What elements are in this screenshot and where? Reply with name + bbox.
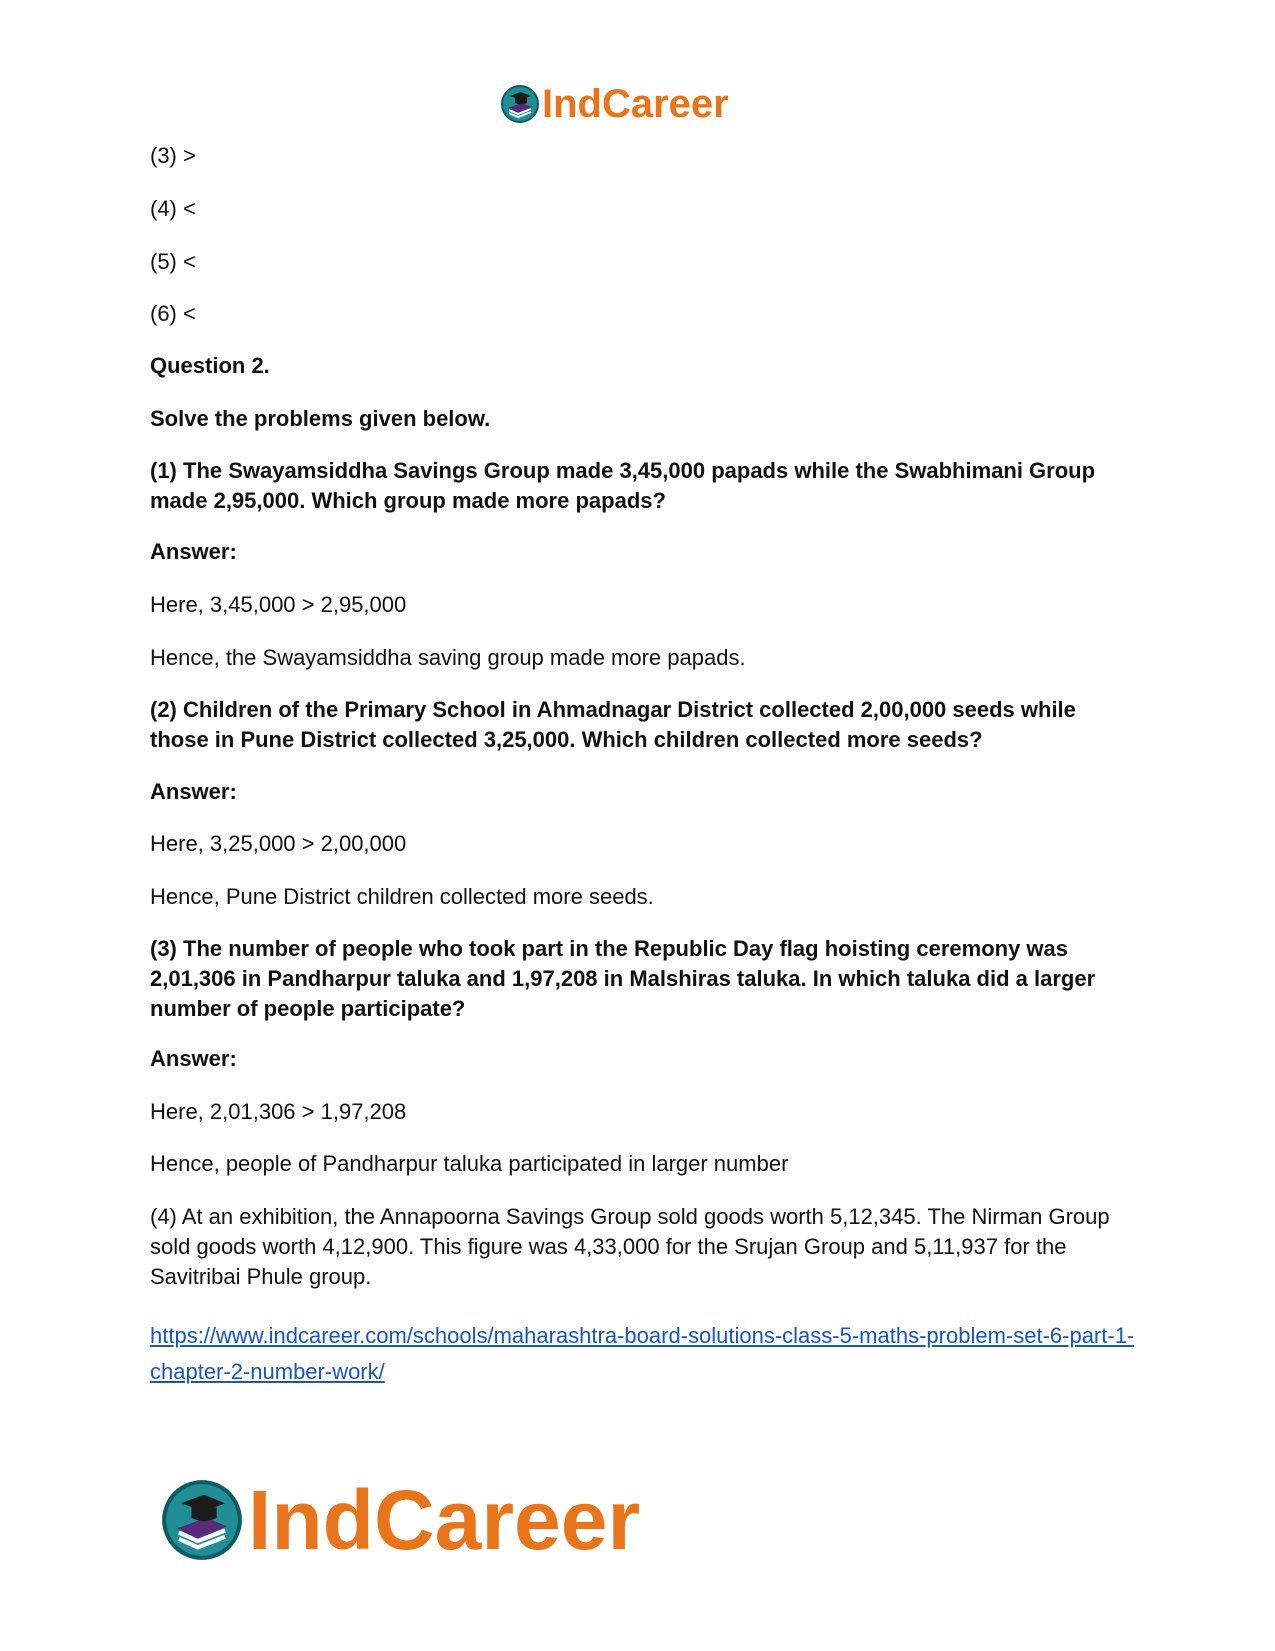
source-link[interactable]: https://www.indcareer.com/schools/maharashtra-board-solutions-class-5-maths-problem-set-6-part-1-chapter-2-number-work/ [150, 1323, 1135, 1384]
header-logo [500, 80, 729, 128]
answer-item-4: (4) < [150, 196, 196, 221]
answer-item-3: (3) > [150, 143, 196, 168]
question-instruction: Solve the problems given below. [150, 406, 491, 431]
answer-text: Hence, people of Pandharpur taluka participated in larger number [150, 1151, 789, 1176]
answer-text: Hence, the Swayamsiddha saving group made more papads. [150, 645, 746, 670]
footer-logo-text: IndCareer [248, 1473, 641, 1567]
answer-text: Here, 3,25,000 > 2,00,000 [150, 831, 407, 856]
answer-label: Answer: [150, 779, 237, 804]
answer-label: Answer: [150, 1046, 237, 1071]
answer-item-6: (6) < [150, 301, 196, 326]
answer-text: Hence, Pune District children collected more seeds. [150, 884, 654, 909]
answer-text: Here, 3,45,000 > 2,95,000 [150, 592, 407, 617]
problem-2: (2) Children of the Primary School in Ahmadnagar District collected 2,00,000 seeds while those in Pune District collected 3,25,000. Which children collected more seeds? [150, 697, 1076, 752]
footer-logo [160, 1470, 640, 1570]
header-logo-text: IndCareer [542, 82, 729, 126]
problem-4: (4) At an exhibition, the Annapoorna Savings Group sold goods worth 5,12,345. The Nirman Group sold goods worth 4,12,900. This figure was 4,33,000 for the Srujan Group and 5,11,937 for the Savitribai Phule group. [150, 1204, 1110, 1289]
problem-1: (1) The Swayamsiddha Savings Group made 3,45,000 papads while the Swabhimani Group made 2,95,000. Which group made more papads? [150, 458, 1096, 513]
problem-3: (3) The number of people who took part in the Republic Day flag hoisting ceremony was 2,01,306 in Pandharpur taluka and 1,97,208 in Malshiras taluka. In which taluka did a larger number of people participate? [150, 936, 1096, 1021]
answer-text: Here, 2,01,306 > 1,97,208 [150, 1099, 407, 1124]
graduation-cap-book-icon [500, 84, 540, 124]
answer-label: Answer: [150, 539, 237, 564]
question-title: Question 2. [150, 353, 270, 378]
answer-item-5: (5) < [150, 249, 196, 274]
graduation-cap-book-icon [160, 1478, 244, 1562]
